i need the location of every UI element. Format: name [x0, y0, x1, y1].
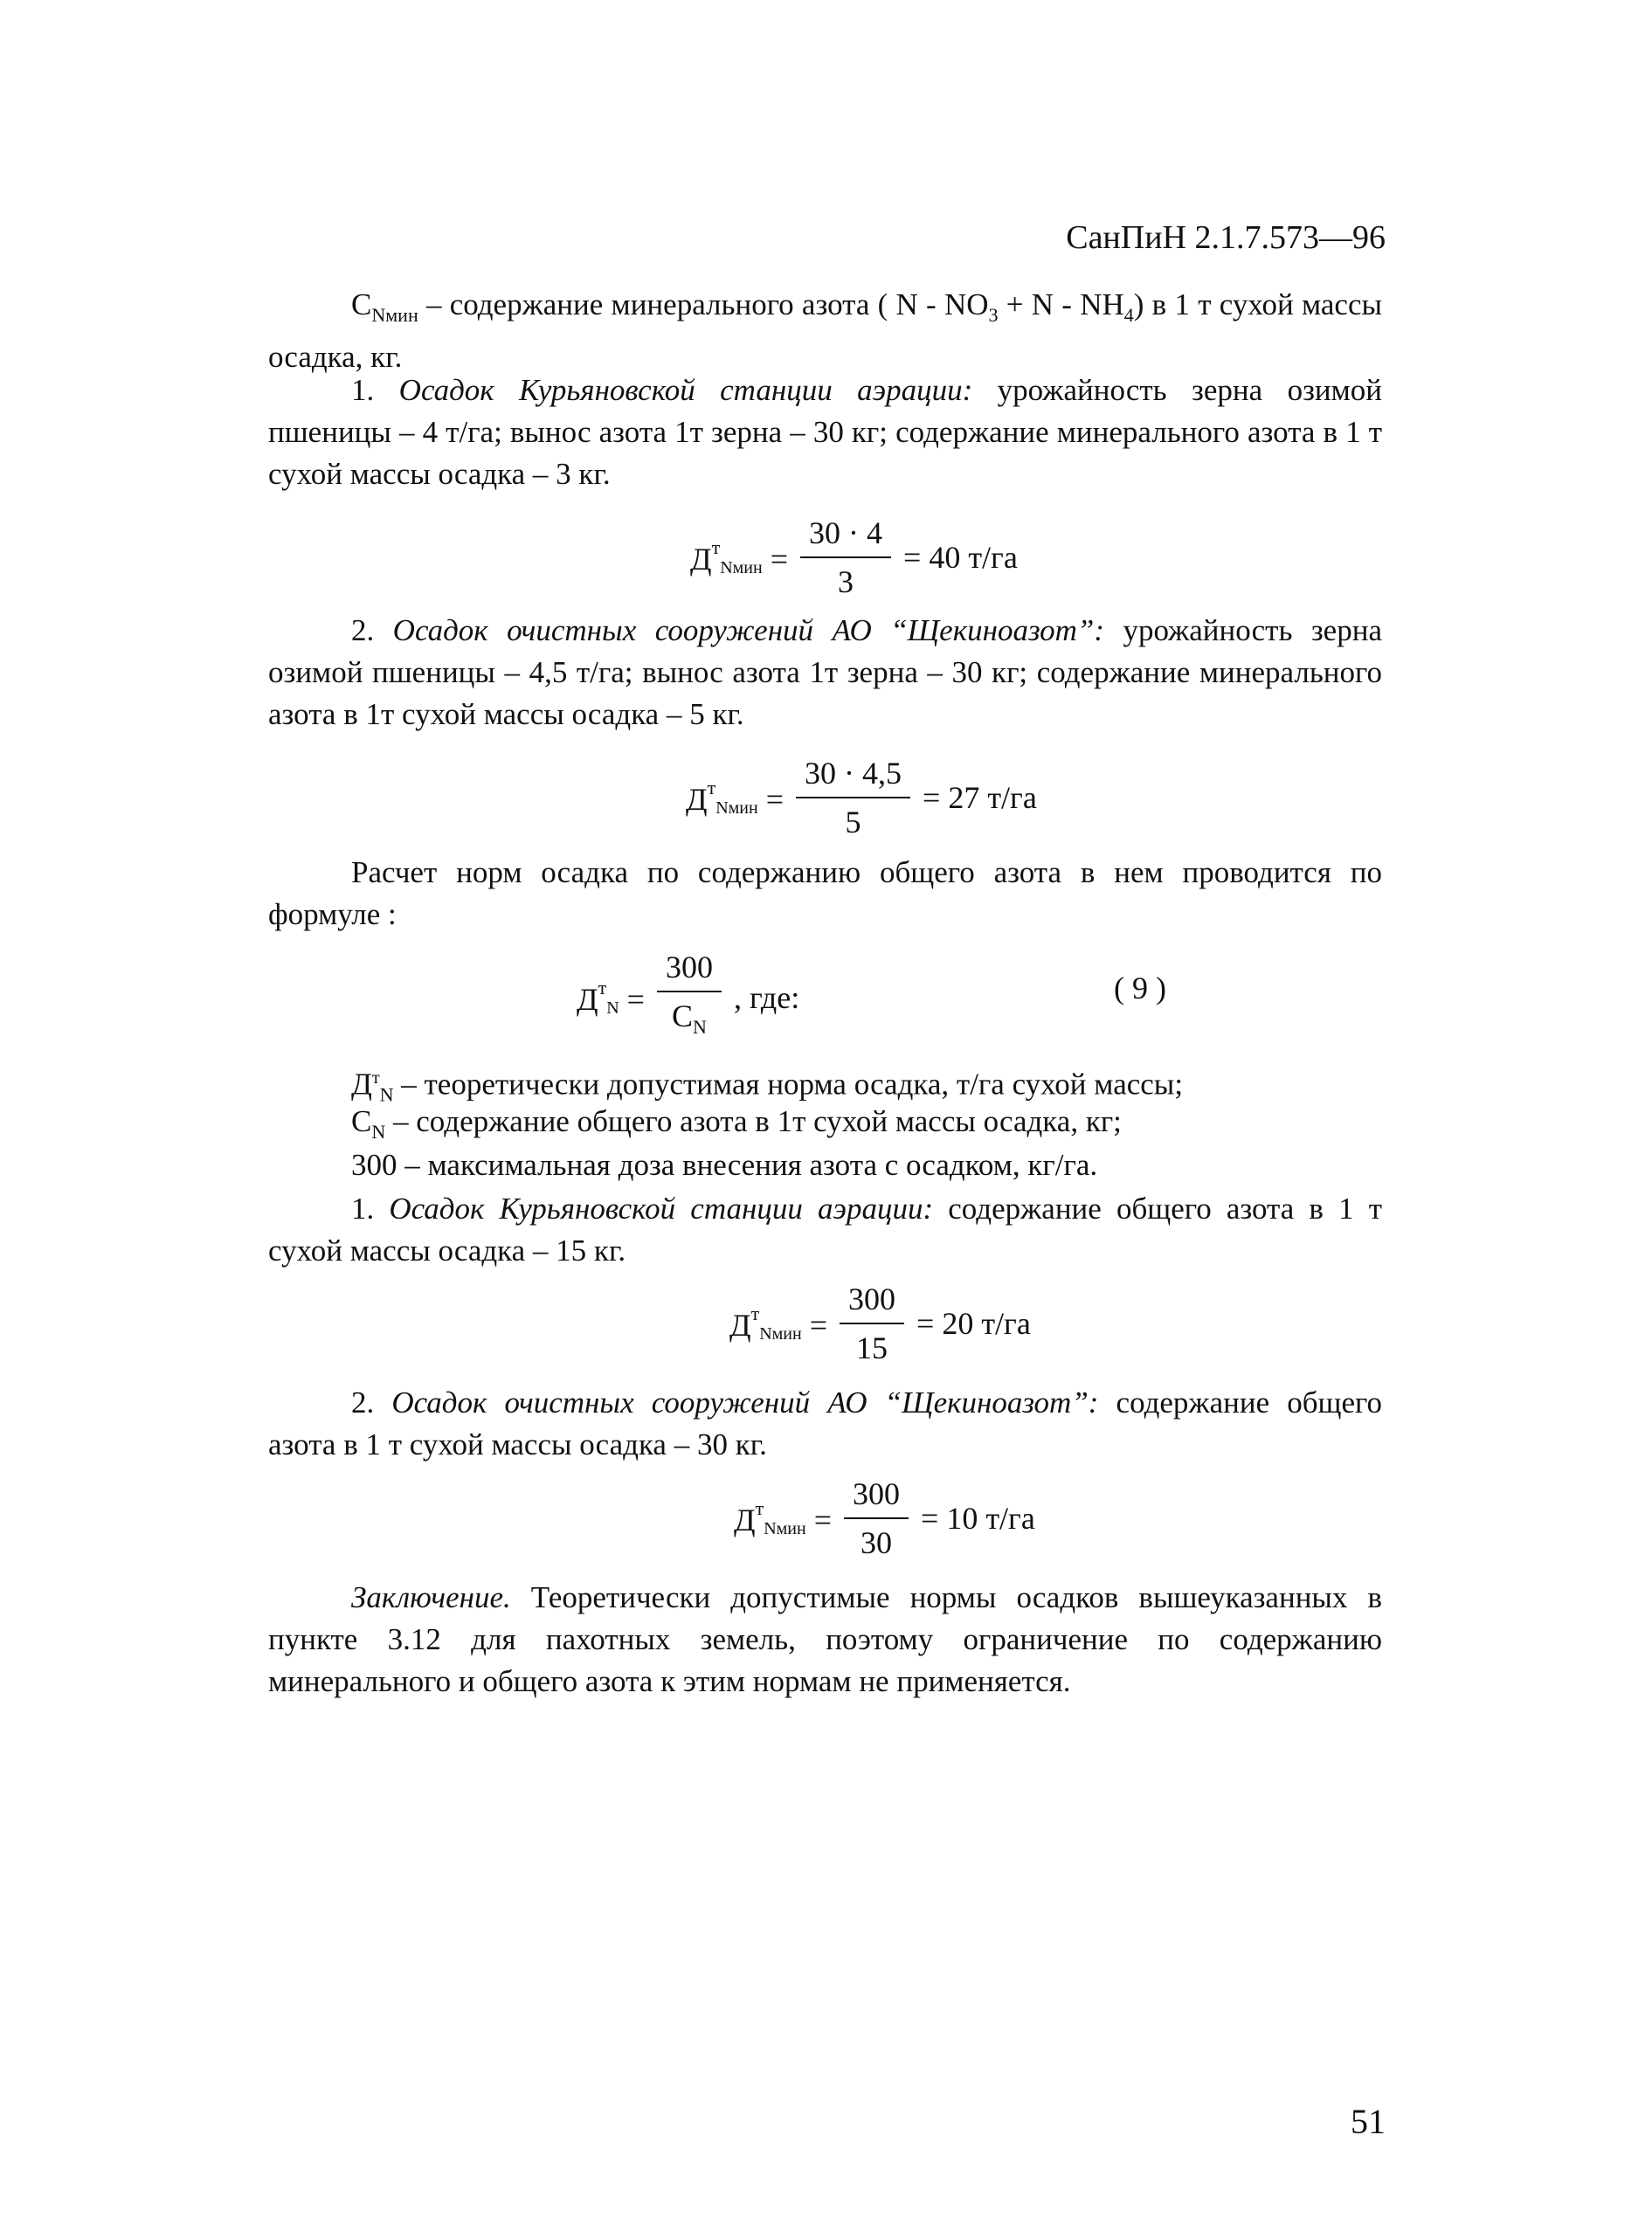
- fraction: [840, 1275, 904, 1372]
- conclusion-text: Теоретически допустимые нормы осадков вышеуказанных в пункте 3.12 для пахотных земель, поэтому ограничение по содержанию минерального и общего азота к этим нормам не применяется.: [268, 1580, 1382, 1698]
- fraction: [657, 943, 722, 1051]
- sub-3: 3: [988, 304, 999, 326]
- formula-rhs: = 10 т/га: [921, 1501, 1035, 1536]
- sub-4: 4: [1123, 304, 1134, 326]
- example-2: [268, 610, 1382, 736]
- symbol-sub: Nмин: [371, 304, 418, 326]
- example-title: Осадок Курьяновской станции аэрации:: [398, 373, 973, 407]
- formula-3: [729, 1275, 1031, 1372]
- example-title: Осадок очистных сооружений АО “Щекиноазот”:: [392, 613, 1105, 647]
- example-number: 1.: [351, 373, 399, 407]
- example-text: урожайность зерна озимой пшеницы – 4 т/га; вынос азота 1т зерна – 30 кг; содержание минерального азота в 1 т сухой массы осадка – 3 кг.: [268, 373, 1383, 491]
- definition-cn: $C_N$ – содержание общего азота в 1т сухой массы осадка, кг;: [351, 1104, 1122, 1143]
- conclusion: [268, 1577, 1382, 1703]
- definition-300: 300 – максимальная доза внесения азота с осадком, кг/га.: [351, 1148, 1098, 1182]
- denominator: 5: [845, 805, 861, 840]
- example-title: Осадок очистных сооружений АО “Щекиноазот”:: [391, 1385, 1099, 1420]
- formula-lhs: $Д^т_{Nмин}$ =: [686, 777, 785, 818]
- formula-2: [686, 750, 1037, 846]
- denominator: $C_N$: [672, 998, 707, 1039]
- fraction: [844, 1470, 909, 1566]
- formula-4: [734, 1470, 1035, 1566]
- formula-rhs: , где:: [733, 979, 800, 1015]
- example-number: 2.: [351, 613, 393, 647]
- definition-c-nmin: [268, 284, 1382, 378]
- example-number: 1.: [351, 1192, 390, 1226]
- formula-lhs: $Д^т_{Nмин}$ =: [734, 1497, 833, 1538]
- denominator: 30: [861, 1525, 893, 1560]
- example-4: [268, 1382, 1382, 1466]
- denominator: 3: [838, 564, 854, 599]
- numerator: 300: [665, 950, 713, 985]
- example-3: [268, 1188, 1382, 1272]
- formula-9: [577, 943, 799, 1051]
- text-a: – содержание минерального азота ( N - NO: [418, 287, 989, 321]
- denominator: 15: [856, 1330, 888, 1365]
- formula-rhs: = 40 т/га: [903, 540, 1018, 575]
- example-1: [268, 370, 1382, 495]
- calc-intro: Расчет норм осадка по содержанию общего азота в нем проводится по формуле :: [268, 855, 1382, 931]
- formula-lhs: $Д^т_{Nмин}$ =: [690, 536, 789, 577]
- document-header: СанПиН 2.1.7.573—96: [1066, 219, 1386, 256]
- equation-number: ( 9 ): [1114, 971, 1166, 1005]
- formula-lhs: $Д^т_N$ =: [577, 976, 645, 1018]
- example-text: содержание общего азота в 1 т сухой массы осадка – 30 кг.: [268, 1385, 1383, 1461]
- example-title: Осадок Курьяновской станции аэрации:: [389, 1192, 934, 1226]
- numerator: 30 · 4,5: [805, 756, 902, 791]
- fraction: [796, 750, 910, 846]
- numerator: 300: [853, 1476, 901, 1511]
- numerator: 300: [848, 1282, 896, 1316]
- page-number: 51: [1351, 2102, 1386, 2141]
- definition-dtn: $Д^т_N$ – теоретически допустимая норма осадка, т/га сухой массы;: [351, 1067, 1184, 1106]
- conclusion-title: Заключение.: [351, 1580, 511, 1614]
- numerator: 30 · 4: [809, 515, 883, 550]
- example-text: содержание общего азота в 1 т сухой массы осадка – 15 кг.: [268, 1192, 1382, 1268]
- fraction: [800, 509, 891, 605]
- example-text: урожайность зерна озимой пшеницы – 4,5 т/га; вынос азота 1т зерна – 30 кг; содержание минерального азота в 1т сухой массы осадка – 5 кг.: [268, 613, 1382, 731]
- formula-1: [690, 509, 1018, 605]
- symbol-c: C: [351, 287, 372, 321]
- formula-rhs: = 27 т/га: [923, 780, 1037, 815]
- example-number: 2.: [351, 1385, 392, 1420]
- formula-lhs: $Д^т_{Nмин}$ =: [729, 1302, 828, 1344]
- text-c: ) в 1 т сухой массы осадка, кг.: [268, 287, 1382, 374]
- formula-rhs: = 20 т/га: [916, 1306, 1031, 1341]
- text-b: + N - NH: [998, 287, 1124, 321]
